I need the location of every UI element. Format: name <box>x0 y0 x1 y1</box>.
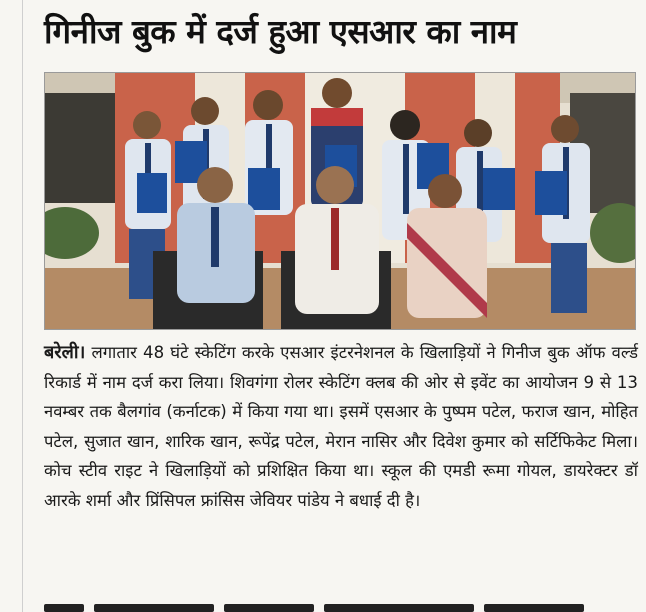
article-body-text: लगातार 48 घंटे स्केटिंग करके एसआर इंटरनेशनल के खिलाड़ियों ने गिनीज बुक ऑफ वर्ल्ड रिकार्ड में नाम दर्ज करा लिया। शिवगंगा रोलर स्केटिंग क्लब की ओर से इवेंट का आयोजन 9 से 13 नवम्बर तक बैलगांव (कर्नाटक) में किया गया था। इसमें एसआर के पुष्पम पटेल, फराज खान, मोहित पटेल, सुजात खान, शारिक खान, रूपेंद्र पटेल, मेरान नासिर और दिवेश कुमार को सर्टिफिकेट मिला। कोच स्टीव राइट ने खिलाड़ियों को प्रशिक्षित किया था। स्कूल की एमडी रूमा गोयल, डायरेक्टर डॉ आरके शर्मा और प्रिंसिपल फ्रांसिस जेवियर पांडेय ने बधाई दी है। <box>44 343 638 510</box>
article-dateline: बरेली। <box>44 342 86 363</box>
article-headline: गिनीज बुक में दर्ज हुआ एसआर का नाम <box>44 12 517 51</box>
article-photo <box>44 72 636 330</box>
next-article-headline-fragment <box>44 596 604 612</box>
seated-guests <box>153 166 487 329</box>
column-rule <box>22 0 23 612</box>
article-body <box>44 338 638 515</box>
group-photo <box>45 73 635 329</box>
